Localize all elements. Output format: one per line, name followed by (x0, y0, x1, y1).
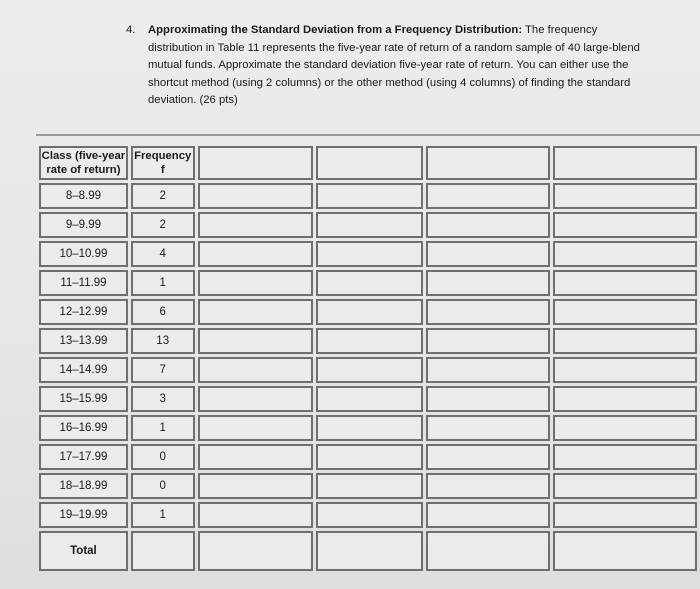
frequency-cell: 7 (131, 357, 195, 383)
table-row (39, 415, 697, 441)
blank-cell[interactable] (198, 531, 314, 571)
table-row (39, 183, 697, 209)
blank-cell[interactable] (553, 415, 697, 441)
blank-cell[interactable] (316, 299, 423, 325)
table-row (39, 241, 697, 267)
blank-cell[interactable] (553, 444, 697, 470)
blank-cell[interactable] (553, 212, 697, 238)
table-header-row (39, 146, 697, 180)
frequency-cell: 1 (131, 270, 195, 296)
class-cell: 12–12.99 (39, 299, 128, 325)
blank-cell[interactable] (426, 357, 550, 383)
question-text (148, 22, 646, 110)
blank-cell[interactable] (426, 146, 550, 180)
table-row (39, 386, 697, 412)
blank-cell[interactable] (426, 328, 550, 354)
blank-cell[interactable] (316, 357, 423, 383)
blank-cell[interactable] (198, 502, 314, 528)
blank-cell[interactable] (553, 386, 697, 412)
blank-cell[interactable] (198, 444, 314, 470)
frequency-cell: 6 (131, 299, 195, 325)
frequency-cell: 4 (131, 241, 195, 267)
blank-cell[interactable] (426, 415, 550, 441)
table-row (39, 473, 697, 499)
header-frequency-label: Frequency (134, 150, 192, 162)
frequency-cell: 3 (131, 386, 195, 412)
blank-cell[interactable] (198, 146, 314, 180)
blank-cell[interactable] (316, 473, 423, 499)
blank-cell[interactable] (198, 415, 314, 441)
blank-cell[interactable] (553, 502, 697, 528)
blank-cell[interactable] (316, 270, 423, 296)
frequency-cell: 13 (131, 328, 195, 354)
blank-cell[interactable] (553, 241, 697, 267)
question-number: 4. (126, 24, 136, 36)
blank-cell[interactable] (553, 357, 697, 383)
question-title: Approximating the Standard Deviation from a Frequency Distribution: (148, 24, 523, 36)
blank-cell[interactable] (426, 241, 550, 267)
table-row (39, 270, 697, 296)
class-cell: 8–8.99 (39, 183, 128, 209)
frequency-cell: 0 (131, 444, 195, 470)
class-cell: 10–10.99 (39, 241, 128, 267)
blank-cell[interactable] (553, 328, 697, 354)
frequency-cell: 1 (131, 502, 195, 528)
blank-cell[interactable] (553, 270, 697, 296)
blank-cell[interactable] (426, 531, 550, 571)
blank-cell[interactable] (426, 183, 550, 209)
header-f-symbol: f (160, 164, 165, 176)
blank-cell[interactable] (316, 241, 423, 267)
class-cell: 15–15.99 (39, 386, 128, 412)
blank-cell[interactable] (316, 183, 423, 209)
blank-cell[interactable] (553, 531, 697, 571)
table-row (39, 328, 697, 354)
frequency-table (36, 143, 700, 574)
blank-cell[interactable] (426, 444, 550, 470)
blank-cell[interactable] (198, 357, 314, 383)
blank-cell[interactable] (198, 270, 314, 296)
class-cell: 9–9.99 (39, 212, 128, 238)
blank-cell[interactable] (316, 146, 423, 180)
blank-cell[interactable] (198, 299, 314, 325)
table-row (39, 357, 697, 383)
header-frequency (131, 146, 195, 180)
frequency-cell: 2 (131, 212, 195, 238)
blank-cell[interactable] (198, 183, 314, 209)
blank-cell[interactable] (316, 444, 423, 470)
blank-cell[interactable] (198, 328, 314, 354)
blank-cell[interactable] (426, 502, 550, 528)
blank-cell[interactable] (316, 415, 423, 441)
class-cell: 13–13.99 (39, 328, 128, 354)
frequency-cell: 1 (131, 415, 195, 441)
frequency-cell: 2 (131, 183, 195, 209)
blank-cell[interactable] (198, 212, 314, 238)
blank-cell[interactable] (426, 270, 550, 296)
blank-cell[interactable] (426, 473, 550, 499)
blank-cell[interactable] (316, 531, 423, 571)
blank-cell[interactable] (553, 146, 697, 180)
class-cell: 14–14.99 (39, 357, 128, 383)
blank-cell[interactable] (316, 502, 423, 528)
class-cell: 16–16.99 (39, 415, 128, 441)
class-cell: 11–11.99 (39, 270, 128, 296)
blank-cell[interactable] (553, 183, 697, 209)
class-cell: 17–17.99 (39, 444, 128, 470)
blank-cell[interactable] (198, 473, 314, 499)
table-row (39, 502, 697, 528)
blank-cell[interactable] (553, 473, 697, 499)
class-cell: 19–19.99 (39, 502, 128, 528)
table-row (39, 212, 697, 238)
blank-cell[interactable] (316, 386, 423, 412)
table-row (39, 444, 697, 470)
blank-cell[interactable] (131, 531, 195, 571)
question-body: The frequency distribution in Table 11 represents the five-year rate of return of a random sample of 40 large-blend mutual funds. Approximate the standard deviation five-year rate of return. You can either use the shortcut method (using 2 columns) or the other method (using 4 columns) of finding the standard deviation. (26 pts) (148, 24, 640, 107)
frequency-cell: 0 (131, 473, 195, 499)
blank-cell[interactable] (426, 212, 550, 238)
blank-cell[interactable] (553, 299, 697, 325)
header-class: Class (five-year rate of return) (39, 146, 128, 180)
blank-cell[interactable] (316, 212, 423, 238)
blank-cell[interactable] (316, 328, 423, 354)
blank-cell[interactable] (198, 386, 314, 412)
table-top-rule (36, 134, 700, 136)
blank-cell[interactable] (426, 299, 550, 325)
blank-cell[interactable] (426, 386, 550, 412)
total-row (39, 531, 697, 571)
blank-cell[interactable] (198, 241, 314, 267)
total-label: Total (39, 531, 128, 571)
class-cell: 18–18.99 (39, 473, 128, 499)
table-row (39, 299, 697, 325)
question-block (126, 22, 646, 110)
